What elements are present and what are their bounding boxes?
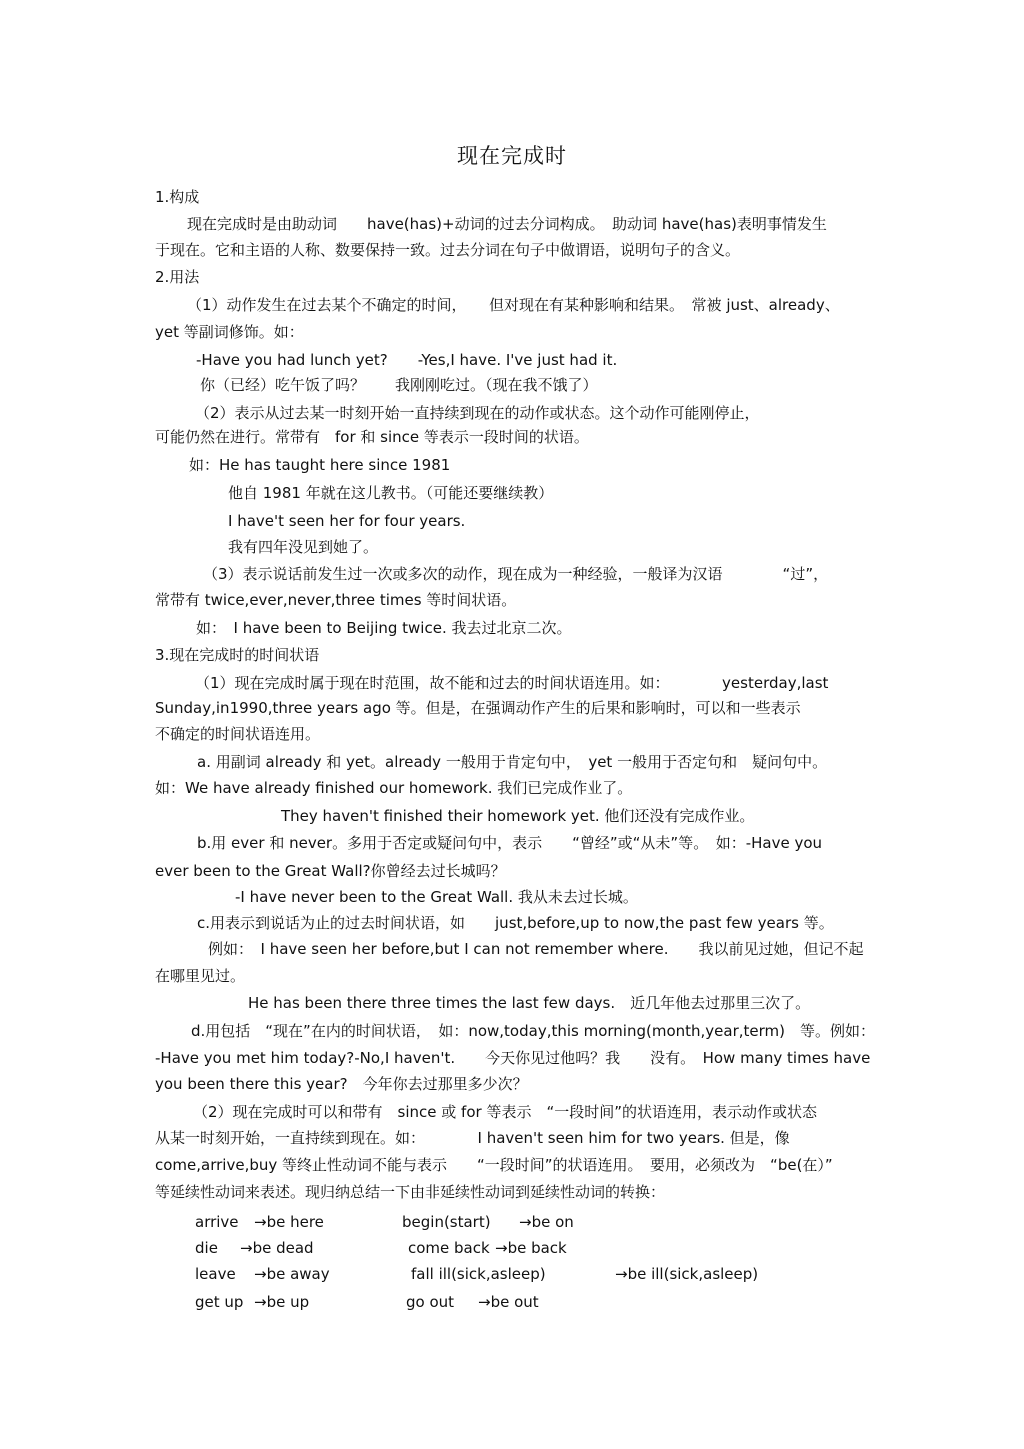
example-line: 如：He has taught here since 1981 (189, 456, 451, 474)
paragraph-line: 等延续性动词来表述。现归纳总结一下由非延续性动词到延续性动词的转换： (155, 1183, 666, 1201)
conversion-source-verb: come back (408, 1239, 490, 1257)
example-line: 例如： I have seen her before,but I can not remember where. 我以前见过她，但记不起 (208, 940, 864, 958)
paragraph-line: 不确定的时间状语连用。 (155, 725, 321, 743)
conversion-target-verb: →be on (519, 1213, 574, 1231)
conversion-source-verb: get up (195, 1293, 244, 1311)
paragraph-line: 于现在。它和主语的人称、数要保持一致。过去分词在句子中做谓语，说明句子的含义。 (155, 241, 741, 259)
conversion-source-verb: die (195, 1239, 218, 1257)
paragraph-line: 可能仍然在进行。常带有 for 和 since 等表示一段时间的状语。 (155, 428, 589, 446)
paragraph-line: （2）现在完成时可以和带有 since 或 for 等表示 “一段时间”的状语连用，表示动作或状态 (193, 1103, 817, 1121)
conversion-target-verb: →be ill(sick,asleep) (615, 1265, 759, 1283)
example-line: I have't seen her for four years. (228, 512, 466, 530)
example-line: 如：We have already finished our homework. 我们已完成作业了。 (155, 779, 633, 797)
page-title: 现在完成时 (457, 144, 567, 168)
conversion-target-verb: →be out (478, 1293, 539, 1311)
paragraph-line: （1）现在完成时属于现在时范围，故不能和过去的时间状语连用。如： yesterday,last (195, 674, 829, 692)
conversion-source-verb: go out (406, 1293, 455, 1311)
example-line: He has been there three times the last few days. 近几年他去过那里三次了。 (248, 994, 811, 1012)
paragraph-line: b.用 ever 和 never。多用于否定或疑问句中，表示 “曾经”或“从未”等。 如：-Have you (197, 834, 823, 852)
example-line: you been there this year? 今年你去过那里多少次？ (155, 1075, 528, 1093)
conversion-source-verb: fall ill(sick,asleep) (411, 1265, 546, 1283)
example-line: 你（已经）吃午饭了吗？ 我刚刚吃过。（现在我不饿了） (200, 376, 598, 394)
paragraph-line: 现在完成时是由助动词 have(has)+动词的过去分词构成。 助动词 have(has)表明事情发生 (187, 215, 827, 233)
paragraph-line: （3）表示说话前发生过一次或多次的动作，现在成为一种经验，一般译为汉语 “过”， (203, 565, 829, 583)
example-line: -I have never been to the Great Wall. 我从未去过长城。 (235, 888, 638, 906)
paragraph-line: 常带有 twice,ever,never,three times 等时间状语。 (155, 591, 517, 609)
paragraph-line: yet 等副词修饰。如： (155, 323, 304, 341)
paragraph-line: ever been to the Great Wall?你曾经去过长城吗？ (155, 862, 506, 880)
paragraph-line: （1）动作发生在过去某个不确定的时间， 但对现在有某种影响和结果。 常被 just、already、 (187, 296, 840, 314)
paragraph-line: 从某一时刻开始，一直持续到现在。如： I haven't seen him for two years. 但是，像 (155, 1129, 790, 1147)
conversion-target-verb: →be away (254, 1265, 330, 1283)
paragraph-line: d.用包括 “现在”在内的时间状语， 如：now,today,this morning(month,year,term) 等。例如： (191, 1022, 876, 1040)
paragraph-line: a. 用副词 already 和 yet。already 一般用于肯定句中， yet 一般用于否定句和 疑问句中。 (197, 753, 828, 771)
conversion-target-verb: →be back (495, 1239, 567, 1257)
example-line: 如： I have been to Beijing twice. 我去过北京二次。 (196, 619, 572, 637)
section-heading-usage: 2.用法 (155, 268, 200, 286)
section-heading-time-adverbials: 3.现在完成时的时间状语 (155, 646, 320, 664)
conversion-source-verb: arrive (195, 1213, 239, 1231)
conversion-source-verb: leave (195, 1265, 236, 1283)
section-heading-structure: 1.构成 (155, 188, 200, 206)
paragraph-line: Sunday,in1990,three years ago 等。但是，在强调动作产生的后果和影响时，可以和一些表示 (155, 699, 801, 717)
paragraph-line: c.用表示到说话为止的过去时间状语，如 just,before,up to now,the past few years 等。 (197, 914, 834, 932)
example-line: -Have you met him today?-No,I haven't. 今天你见过他吗？我 没有。 How many times have (155, 1049, 871, 1067)
conversion-target-verb: →be here (254, 1213, 324, 1231)
example-line: -Have you had lunch yet? -Yes,I have. I've just had it. (196, 351, 618, 369)
paragraph-line: （2）表示从过去某一时刻开始一直持续到现在的动作或状态。这个动作可能刚停止， (195, 404, 760, 422)
paragraph-line: come,arrive,buy 等终止性动词不能与表示 “一段时间”的状语连用。 要用，必须改为 “be(在）” (155, 1156, 833, 1174)
example-line: They haven't finished their homework yet. 他们还没有完成作业。 (281, 807, 755, 825)
conversion-target-verb: →be dead (240, 1239, 314, 1257)
example-line: 在哪里见过。 (155, 967, 246, 985)
conversion-target-verb: →be up (254, 1293, 310, 1311)
example-line: 我有四年没见到她了。 (228, 538, 379, 556)
conversion-source-verb: begin(start) (402, 1213, 491, 1231)
example-line: 他自 1981 年就在这儿教书。（可能还要继续教） (228, 484, 554, 502)
